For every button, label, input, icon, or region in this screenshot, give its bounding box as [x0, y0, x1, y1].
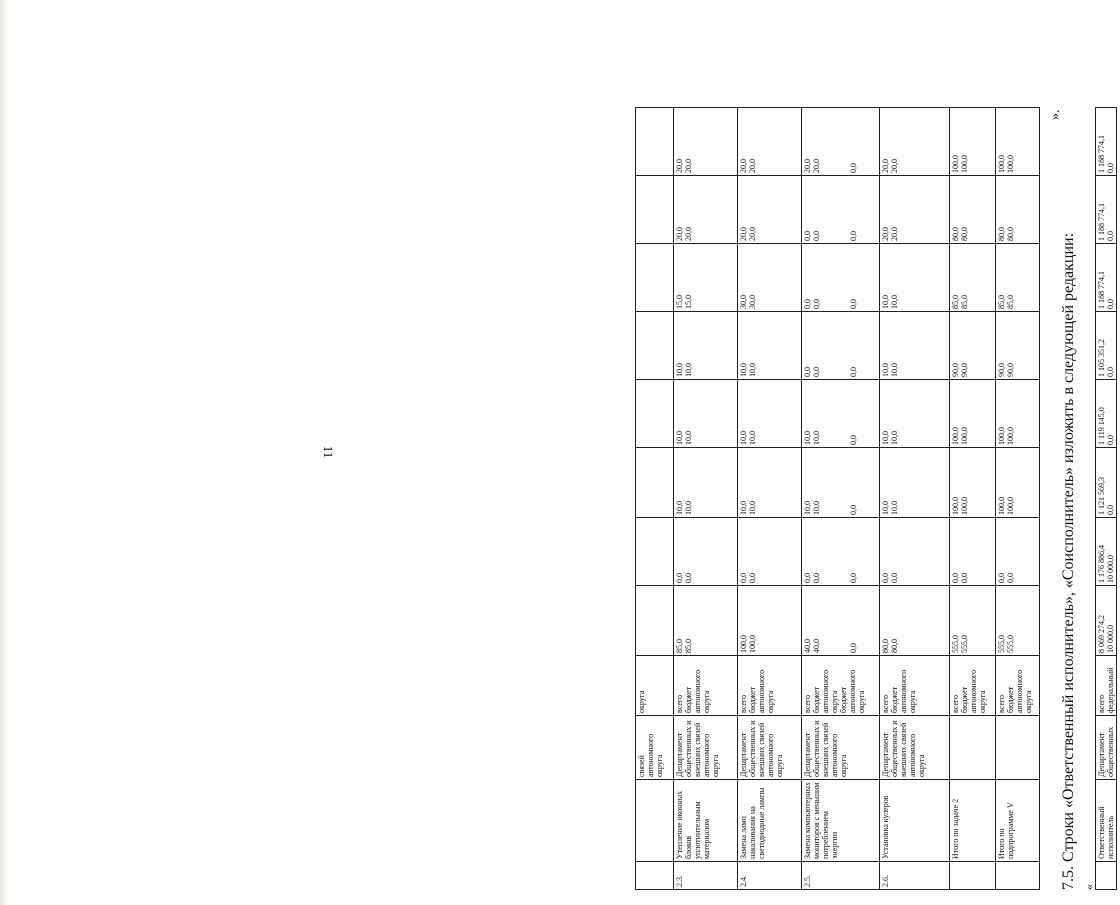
value: 10,0 [748, 501, 757, 515]
value-cell [996, 176, 1040, 244]
value: 0,0 [849, 643, 858, 653]
value: 0,0 [881, 573, 890, 583]
table-row [1096, 108, 1117, 890]
section-heading: 7.5. Строки «Ответственный исполнитель», «Соисполнитель» изложить в следующей редакции: [1060, 232, 1077, 890]
row-sources [738, 656, 802, 716]
value-cell [1096, 176, 1117, 244]
value: 0,0 [849, 573, 858, 583]
value: 100,0 [951, 427, 960, 445]
value: 85,0 [675, 639, 684, 653]
value-cell [636, 380, 674, 448]
value-cell [1096, 518, 1117, 586]
row-executor: связей автономного округа [636, 716, 674, 780]
value-cell [674, 586, 738, 656]
value-cell [674, 176, 738, 244]
value: 0,0 [803, 231, 812, 241]
value-cell [636, 312, 674, 380]
value-cell [636, 448, 674, 518]
table-row [880, 108, 950, 890]
value-cell [996, 380, 1040, 448]
value: 20,0 [675, 159, 684, 173]
row-name: Установка кулеров [880, 780, 950, 862]
value-cell [674, 448, 738, 518]
value-cell [1096, 380, 1117, 448]
row-sources [880, 656, 950, 716]
value: 1 105 351,2 [1097, 339, 1106, 377]
value: 0,0 [1106, 435, 1115, 445]
table-row [802, 108, 880, 890]
value: 100,0 [748, 635, 757, 653]
page-number: 11 [321, 445, 336, 459]
row-executor: Департамент общественных и внешних связей автономного округа [802, 716, 880, 780]
value-cell [880, 380, 950, 448]
row-executor: Департамент общественных [1096, 716, 1117, 780]
value: 30,0 [739, 295, 748, 309]
value: 555,0 [997, 635, 1006, 653]
value: 1 188 774,1 [1097, 271, 1106, 309]
value-cell [950, 586, 996, 656]
value: 100,0 [951, 155, 960, 173]
value-cell [996, 586, 1040, 656]
value: 85,0 [951, 295, 960, 309]
value: 10,0 [881, 431, 890, 445]
value: 100,0 [997, 427, 1006, 445]
row-executor [996, 716, 1040, 780]
value: 10,0 [890, 363, 899, 377]
value-cell [802, 312, 880, 380]
value: 100,0 [960, 497, 969, 515]
value: 10,0 [748, 431, 757, 445]
value-cell [996, 448, 1040, 518]
value: 20,0 [803, 159, 812, 173]
value: 10,0 [881, 295, 890, 309]
value: 10,0 [684, 431, 693, 445]
value-cell [636, 244, 674, 312]
value: 555,0 [1006, 635, 1015, 653]
value-cell [802, 518, 880, 586]
value-cell [738, 176, 802, 244]
row-sources [950, 656, 996, 716]
value: 20,0 [748, 227, 757, 241]
budget-table [635, 107, 1040, 890]
value: 10 000,0 [1106, 555, 1115, 583]
value: 10,0 [684, 501, 693, 515]
value-cell [880, 108, 950, 176]
value: 90,0 [1006, 363, 1015, 377]
value: 0,0 [849, 299, 858, 309]
value: 10,0 [684, 363, 693, 377]
value-cell [802, 108, 880, 176]
value-cell [636, 586, 674, 656]
value-cell [1096, 448, 1117, 518]
value: 100,0 [960, 427, 969, 445]
value: 1 188 774,1 [1097, 203, 1106, 241]
value-cell [950, 244, 996, 312]
value: 20,0 [739, 227, 748, 241]
source-label: округа [637, 690, 646, 713]
value: 10,0 [890, 431, 899, 445]
value: 20,0 [748, 159, 757, 173]
value-cell [738, 586, 802, 656]
value: 90,0 [997, 363, 1006, 377]
value-cell [636, 518, 674, 586]
value-cell [996, 108, 1040, 176]
value: 555,0 [951, 635, 960, 653]
value: 20,0 [684, 227, 693, 241]
value-cell [674, 380, 738, 448]
row-name: Итого по подпрограмме V [996, 780, 1040, 862]
value-cell [674, 312, 738, 380]
value-cell [1096, 312, 1117, 380]
row-number [636, 862, 674, 890]
value: 85,0 [960, 295, 969, 309]
value: 15,0 [684, 295, 693, 309]
value: 30,0 [748, 295, 757, 309]
value: 0,0 [997, 573, 1006, 583]
quote-open: « [1082, 884, 1096, 890]
table-row [996, 108, 1040, 890]
value: 0,0 [1106, 505, 1115, 515]
value-cell [674, 108, 738, 176]
row-number [1096, 862, 1117, 890]
value: 80,0 [960, 227, 969, 241]
value: 10,0 [675, 363, 684, 377]
value: 20,0 [890, 227, 899, 241]
row-sources [1096, 656, 1117, 716]
row-number: 2.4. [738, 862, 802, 890]
row-name [636, 780, 674, 862]
value: 10,0 [748, 363, 757, 377]
value: 0,0 [849, 505, 858, 515]
row-number: 2.3. [674, 862, 738, 890]
value-cell [880, 448, 950, 518]
scan-edge [0, 0, 8, 905]
value-cell [1096, 244, 1117, 312]
value: 80,0 [890, 639, 899, 653]
value: 0,0 [812, 231, 821, 241]
value: 555,0 [960, 635, 969, 653]
value: 1 176 886,4 [1097, 545, 1106, 583]
table-wrap [635, 107, 1040, 890]
value: 100,0 [951, 497, 960, 515]
value: 85,0 [684, 639, 693, 653]
value-cell [880, 176, 950, 244]
value: 100,0 [997, 155, 1006, 173]
value-cell [950, 380, 996, 448]
source-label: всего [1097, 694, 1106, 713]
source-label: всего [739, 694, 748, 713]
source-label: федеральный [1106, 667, 1115, 713]
value-cell [802, 380, 880, 448]
value-cell [950, 176, 996, 244]
value: 0,0 [739, 573, 748, 583]
row-number: 2.5. [802, 862, 880, 890]
value-cell [880, 312, 950, 380]
value: 0,0 [1106, 163, 1115, 173]
table-row [636, 108, 674, 890]
value: 1 121 569,3 [1097, 477, 1106, 515]
value: 100,0 [1006, 427, 1015, 445]
value: 80,0 [1006, 227, 1015, 241]
value: 10,0 [890, 295, 899, 309]
value: 80,0 [951, 227, 960, 241]
value: 20,0 [881, 159, 890, 173]
source-label: бюджет автономного округа [684, 669, 711, 713]
value: 0,0 [1106, 299, 1115, 309]
value: 0,0 [812, 367, 821, 377]
value: 40,0 [803, 639, 812, 653]
value-cell [950, 518, 996, 586]
value-cell [674, 244, 738, 312]
source-label: бюджет автономного округа [812, 669, 839, 713]
value: 90,0 [960, 363, 969, 377]
value: 10,0 [881, 363, 890, 377]
value: 0,0 [849, 435, 858, 445]
table-row [738, 108, 802, 890]
value-cell [738, 108, 802, 176]
value: 10,0 [739, 363, 748, 377]
value-cell [880, 244, 950, 312]
value: 10,0 [812, 501, 821, 515]
value: 10,0 [739, 431, 748, 445]
value-cell [738, 380, 802, 448]
row-number [996, 862, 1040, 890]
value: 20,0 [812, 159, 821, 173]
value: 10,0 [890, 501, 899, 515]
value: 1 188 774,1 [1097, 135, 1106, 173]
value-cell [996, 518, 1040, 586]
value: 0,0 [684, 573, 693, 583]
value: 10,0 [812, 431, 821, 445]
row-executor: Департамент общественных и внешних связей автономного округа [880, 716, 950, 780]
table-row [674, 108, 738, 890]
value: 0,0 [1106, 231, 1115, 241]
value-cell [674, 518, 738, 586]
row-name: Замена компьютерных мониторов с меньшим потреблением энергии [802, 780, 880, 862]
value: 0,0 [849, 163, 858, 173]
row-name: Утепление оконных блоков уплотнительным материалом [674, 780, 738, 862]
value-cell [950, 108, 996, 176]
value: 10,0 [675, 431, 684, 445]
value: 10,0 [881, 501, 890, 515]
value-cell [738, 312, 802, 380]
value-cell [996, 244, 1040, 312]
row-executor: Департамент общественных и внешних связей автономного округа [674, 716, 738, 780]
row-sources [636, 656, 674, 716]
source-label: бюджет автономного округа [1006, 669, 1033, 713]
source-label: всего [997, 694, 1006, 713]
source-label: всего [675, 694, 684, 713]
value: 40,0 [812, 639, 821, 653]
value: 8 069 274,2 [1097, 615, 1106, 653]
value-cell [802, 586, 880, 656]
value: 85,0 [1006, 295, 1015, 309]
value: 100,0 [1006, 155, 1015, 173]
value-cell [738, 244, 802, 312]
row-executor: Департамент общественных и внешних связей автономного округа [738, 716, 802, 780]
value: 15,0 [675, 295, 684, 309]
value-cell [738, 448, 802, 518]
value: 0,0 [890, 573, 899, 583]
value-cell [738, 518, 802, 586]
value-cell [950, 448, 996, 518]
value: 20,0 [739, 159, 748, 173]
source-label: всего [881, 694, 890, 713]
value: 0,0 [1006, 573, 1015, 583]
row-name: Ответственный исполнитель [1096, 780, 1117, 862]
bottom-table-wrap [1095, 107, 1117, 890]
table-row [950, 108, 996, 890]
value: 100,0 [997, 497, 1006, 515]
row-executor [950, 716, 996, 780]
value: 20,0 [684, 159, 693, 173]
source-label: всего [951, 694, 960, 713]
source-label: всего [803, 694, 812, 713]
value-cell [880, 518, 950, 586]
row-name: Замена ламп накаливания на светодиодные лампы [738, 780, 802, 862]
value: 100,0 [960, 155, 969, 173]
value-cell [802, 176, 880, 244]
row-sources [996, 656, 1040, 716]
row-name: Итого по задаче 2 [950, 780, 996, 862]
value: 1 119 145,0 [1097, 407, 1106, 445]
value: 100,0 [1006, 497, 1015, 515]
value: 0,0 [951, 573, 960, 583]
value: 0,0 [849, 231, 858, 241]
value: 0,0 [803, 367, 812, 377]
value: 90,0 [951, 363, 960, 377]
landscape-content [560, 25, 1120, 895]
value: 0,0 [675, 573, 684, 583]
value: 0,0 [803, 299, 812, 309]
value: 100,0 [739, 635, 748, 653]
value: 10,0 [803, 501, 812, 515]
row-sources [674, 656, 738, 716]
value-cell [1096, 108, 1117, 176]
value-cell [802, 448, 880, 518]
source-label: бюджет автономного округа [839, 669, 866, 713]
value: 80,0 [997, 227, 1006, 241]
value: 10,0 [803, 431, 812, 445]
value: 20,0 [675, 227, 684, 241]
value-cell [636, 108, 674, 176]
value-cell [880, 586, 950, 656]
value-cell [636, 176, 674, 244]
value: 20,0 [890, 159, 899, 173]
value-cell [996, 312, 1040, 380]
value: 0,0 [812, 299, 821, 309]
value: 85,0 [997, 295, 1006, 309]
source-label: бюджет автономного округа [748, 669, 775, 713]
value: 10,0 [739, 501, 748, 515]
value: 0,0 [803, 573, 812, 583]
value-cell [802, 244, 880, 312]
source-label: бюджет автономного округа [960, 669, 987, 713]
quote-close: ». [1048, 109, 1063, 120]
value: 0,0 [812, 573, 821, 583]
row-number [950, 862, 996, 890]
value: 0,0 [1106, 367, 1115, 377]
source-label: бюджет автономного округа [890, 669, 917, 713]
value: 20,0 [881, 227, 890, 241]
responsible-table [1095, 107, 1117, 890]
value: 10,0 [675, 501, 684, 515]
value: 0,0 [849, 367, 858, 377]
row-number: 2.6. [880, 862, 950, 890]
value: 0,0 [960, 573, 969, 583]
value-cell [950, 312, 996, 380]
value: 80,0 [881, 639, 890, 653]
value: 10 000,0 [1106, 625, 1115, 653]
row-sources [802, 656, 880, 716]
value: 0,0 [748, 573, 757, 583]
value-cell [1096, 586, 1117, 656]
